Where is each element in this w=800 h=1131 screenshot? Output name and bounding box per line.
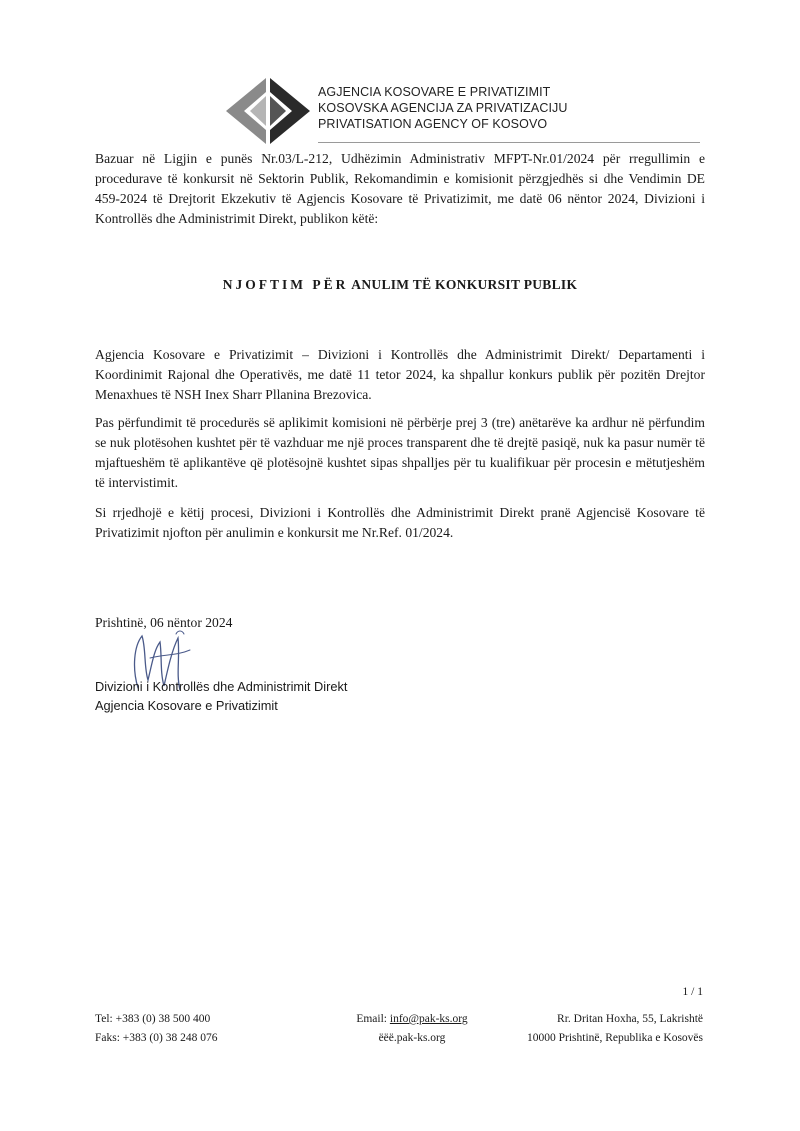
- footer-address-block: [527, 1010, 703, 1048]
- division-name: Divizioni i Kontrollës dhe Administrimit Direkt: [95, 679, 348, 694]
- footer-fax: Faks: +383 (0) 38 248 076: [95, 1032, 218, 1044]
- header-divider: [318, 142, 700, 143]
- agency-signoff: Agjencia Kosovare e Privatizimit: [95, 698, 278, 713]
- footer-web: ëëë.pak-ks.org: [378, 1032, 446, 1044]
- agency-name-sr: KOSOVSKA AGENCIJA ZA PRIVATIZACIJU: [318, 101, 568, 115]
- paragraph-1: Agjencia Kosovare e Privatizimit – Divizioni i Kontrollës dhe Administrimit Direkt/ Departamenti i Koordinimit Rajonal dhe Operativës, me datë 11 tetor 2024, ka shpallur konkurs publik për pozitën Drejtor Menaxhues të NSH Inex Sharr Pllanina Brezovica.: [95, 347, 705, 402]
- pak-logo-icon: [226, 78, 310, 144]
- notice-title-part1: NJOFTIM PËR: [222, 277, 349, 292]
- footer-tel: Tel: +383 (0) 38 500 400: [95, 1013, 211, 1025]
- place-date: Prishtinë, 06 nëntor 2024: [95, 615, 233, 630]
- footer-address-2: 10000 Prishtinë, Republika e Kosovës: [527, 1032, 703, 1044]
- intro-paragraph: Bazuar në Ligjin e punës Nr.03/L-212, Udhëzimin Administrativ MFPT-Nr.01/2024 për rregullimin e procedurave të konkursit në Sektorin Publik, Rekomandimin e komisionit përzgjedhës si dhe Vendimin DE 459-2024 të Drejtorit Ekzekutiv të Agjencis Kosovare të Privatizimit, me datë 06 nëntor 2024, Divizioni i Kontrollës dhe Administrimit Direkt, publikon këtë:: [95, 151, 705, 226]
- footer-email-link[interactable]: info@pak-ks.org: [389, 1013, 468, 1025]
- paragraph-2: Pas përfundimit të procedurës së aplikimit komisioni në përbërje prej 3 (tre) anëtarëve ka ardhur në përfundim se nuk plotësohen kushtet për të vazhduar me një proces transparent dhe të drejtë pasiqë, nuk ka pasur numër të mjaftueshëm të aplikantëve që plotësojnë kushtet sipas shpalljes për tu kualifikuar për procesin e mëtutjeshëm të intervistimit.: [95, 415, 705, 490]
- signature-block: [95, 677, 347, 715]
- agency-name-en: PRIVATISATION AGENCY OF KOSOVO: [318, 117, 548, 131]
- paragraph-3: Si rrjedhojë e këtij procesi, Divizioni i Kontrollës dhe Administrimit Direkt pranë Agjencisë Kosovare të Privatizimit njofton për anulimin e konkursit me Nr.Ref. 01/2024.: [95, 505, 705, 540]
- footer-contact-block: [342, 1010, 482, 1048]
- agency-name: [318, 84, 568, 132]
- footer-phone-block: [95, 1010, 217, 1048]
- notice-title: [95, 277, 705, 293]
- footer-address-1: Rr. Dritan Hoxha, 55, Lakrishtë: [557, 1013, 703, 1025]
- footer-email-label: Email:: [356, 1013, 390, 1025]
- notice-title-part2: ANULIM TË KONKURSIT PUBLIK: [351, 277, 578, 292]
- page-number: 1 / 1: [682, 986, 703, 998]
- agency-name-sq: AGJENCIA KOSOVARE E PRIVATIZIMIT: [318, 85, 551, 99]
